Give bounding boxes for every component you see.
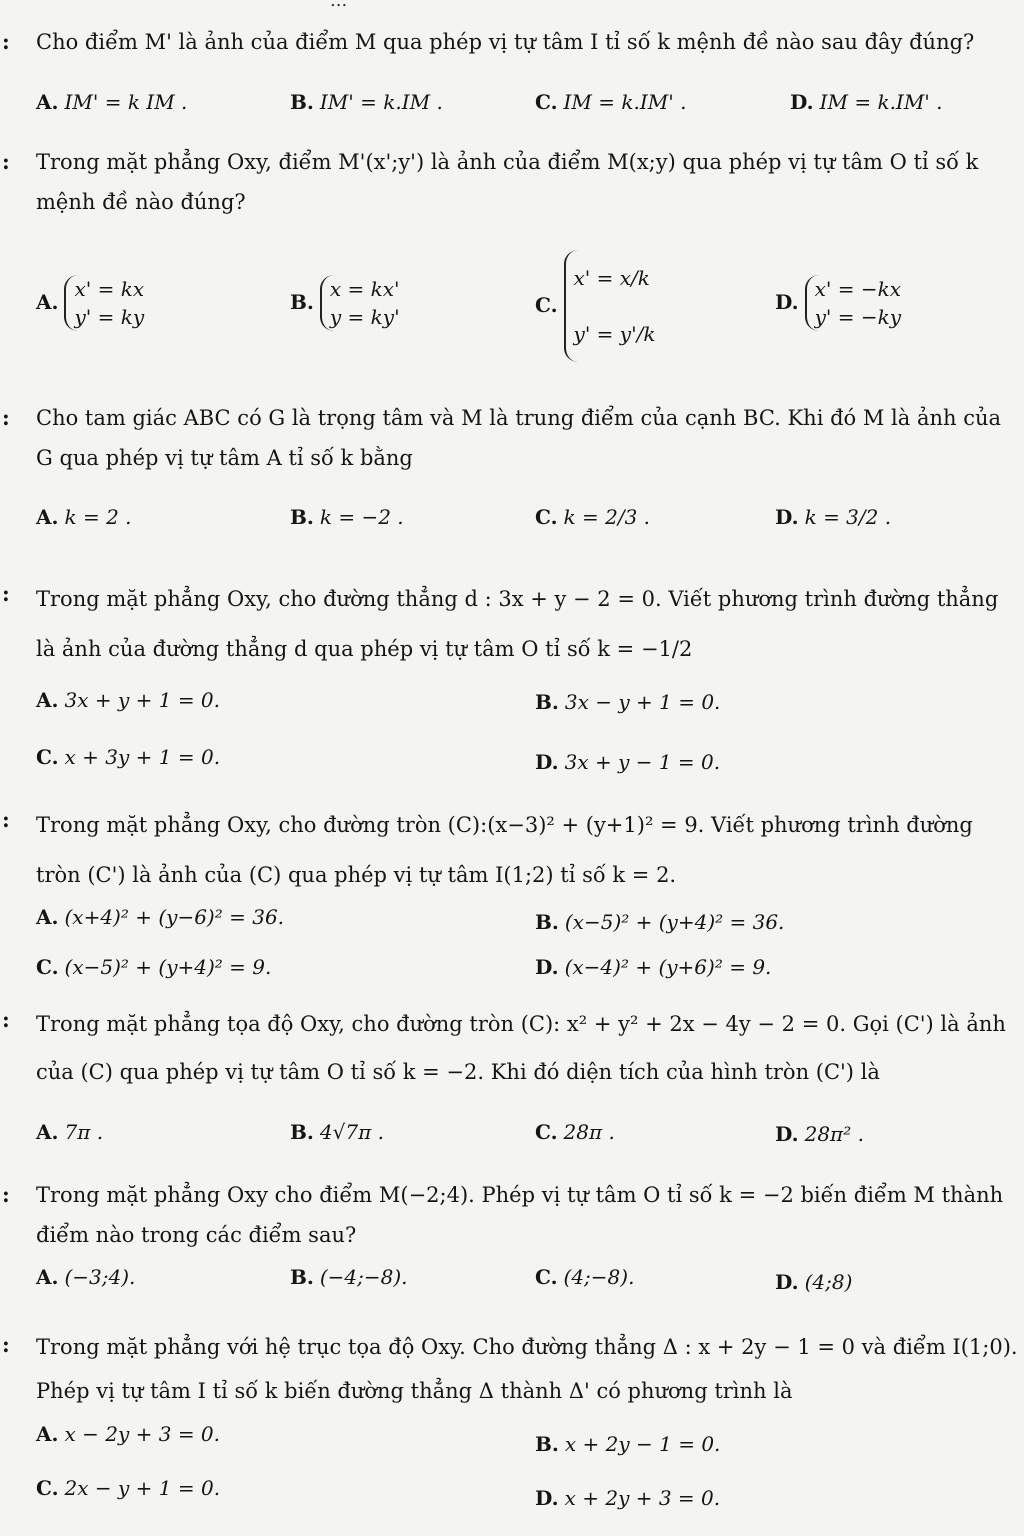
option-d[interactable] <box>535 955 771 979</box>
option-a[interactable] <box>36 505 132 529</box>
option-value: (−4;−8). <box>319 1265 408 1289</box>
option-b[interactable] <box>535 690 720 714</box>
option-value: 2x − y + 1 = 0. <box>64 1476 221 1500</box>
question-marker: : <box>2 1332 10 1357</box>
cropped-header-text <box>330 0 650 8</box>
equation-system <box>320 275 400 331</box>
option-c[interactable] <box>36 1476 220 1500</box>
option-value: 3x + y + 1 = 0. <box>64 688 221 712</box>
equation-line: y' = ky <box>74 305 145 329</box>
option-d[interactable] <box>775 1270 852 1294</box>
option-label: D. <box>775 289 799 314</box>
equation-line: x' = x/k <box>573 266 650 290</box>
option-value: x + 2y + 3 = 0. <box>564 1486 721 1510</box>
option-c[interactable] <box>535 1265 634 1289</box>
option-label: D. <box>535 1486 559 1510</box>
option-c[interactable] <box>535 250 655 362</box>
option-label: D. <box>535 750 559 774</box>
equation-system <box>564 250 656 362</box>
option-value: 28π² . <box>804 1122 864 1146</box>
option-label: C. <box>535 1120 558 1144</box>
option-label: C. <box>36 1476 59 1500</box>
option-a[interactable] <box>36 275 144 331</box>
equation-line: x' = −kx <box>814 277 901 301</box>
option-label: D. <box>790 90 814 114</box>
option-d[interactable] <box>775 505 891 529</box>
equation-line: y = ky' <box>329 305 400 329</box>
option-value: x − 2y + 3 = 0. <box>64 1422 221 1446</box>
option-value: IM = k.IM' . <box>819 90 943 114</box>
option-value: 28π . <box>563 1120 615 1144</box>
option-c[interactable] <box>36 955 271 979</box>
option-c[interactable] <box>36 745 220 769</box>
option-d[interactable] <box>535 1486 720 1510</box>
option-value: 3x + y − 1 = 0. <box>564 750 721 774</box>
option-value: k = 2 . <box>64 505 132 529</box>
equation-system <box>805 275 901 331</box>
question-marker: : <box>2 1182 10 1207</box>
question-marker: : <box>2 581 10 606</box>
option-label: A. <box>36 90 59 114</box>
option-value: x + 3y + 1 = 0. <box>64 745 221 769</box>
equation-line: x = kx' <box>329 277 400 301</box>
option-label: A. <box>36 505 59 529</box>
option-value: (x+4)² + (y−6)² = 36. <box>64 905 285 929</box>
option-b[interactable] <box>290 90 443 114</box>
option-value: 7π . <box>64 1120 104 1144</box>
question-text: Trong mặt phẳng Oxy cho điểm M(−2;4). Phép vị tự tâm O tỉ số k = −2 biến điểm M thành điểm nào trong các điểm sau? <box>36 1183 1004 1247</box>
option-a[interactable] <box>36 688 220 712</box>
option-label: C. <box>36 745 59 769</box>
question-marker: : <box>2 29 10 54</box>
option-c[interactable] <box>535 90 686 114</box>
option-label: B. <box>535 690 559 714</box>
question-marker: : <box>2 1007 10 1032</box>
question-marker: : <box>2 807 10 832</box>
option-label: D. <box>775 505 799 529</box>
option-value: (−3;4). <box>64 1265 136 1289</box>
question-marker: : <box>2 405 10 430</box>
option-b[interactable] <box>290 1265 408 1289</box>
option-label: B. <box>290 90 314 114</box>
question-text: Cho tam giác ABC có G là trọng tâm và M là trung điểm của cạnh BC. Khi đó M là ảnh của G qua phép vị tự tâm A tỉ số k bằng <box>36 406 1002 470</box>
question-text: Trong mặt phẳng Oxy, cho đường thẳng d : 3x + y − 2 = 0. Viết phương trình đường thẳng là ảnh của đường thẳng d qua phép vị tự tâm O tỉ số k = −1/2 <box>36 587 999 661</box>
question-text: Trong mặt phẳng Oxy, điểm M'(x';y') là ảnh của điểm M(x;y) qua phép vị tự tâm O tỉ số k mệnh đề nào đúng? <box>36 150 979 214</box>
option-b[interactable] <box>290 1120 384 1144</box>
option-label: B. <box>535 1432 559 1456</box>
option-label: C. <box>535 90 558 114</box>
equation-line: y' = y'/k <box>573 322 656 346</box>
option-a[interactable] <box>36 1265 135 1289</box>
option-a[interactable] <box>36 1422 220 1446</box>
option-d[interactable] <box>790 90 943 114</box>
option-b[interactable] <box>290 275 400 331</box>
option-value: k = −2 . <box>319 505 404 529</box>
option-label: A. <box>36 688 59 712</box>
option-b[interactable] <box>290 505 404 529</box>
option-a[interactable] <box>36 905 284 929</box>
option-value: k = 3/2 . <box>804 505 892 529</box>
option-value: 4√7π . <box>319 1120 384 1144</box>
question-text: Cho điểm M' là ảnh của điểm M qua phép vị tự tâm I tỉ số k mệnh đề nào sau đây đúng? <box>36 30 975 54</box>
option-value: IM = k.IM' . <box>563 90 687 114</box>
equation-system <box>64 275 144 331</box>
option-value: IM' = k IM . <box>64 90 188 114</box>
option-value: (x−5)² + (y+4)² = 36. <box>564 910 785 934</box>
option-label: A. <box>36 1120 59 1144</box>
option-a[interactable] <box>36 90 187 114</box>
option-b[interactable] <box>535 1432 720 1456</box>
option-d[interactable] <box>535 750 720 774</box>
option-value: 3x − y + 1 = 0. <box>564 690 721 714</box>
option-value: (4;−8). <box>563 1265 635 1289</box>
option-value: IM' = k.IM . <box>319 90 443 114</box>
option-label: D. <box>775 1270 799 1294</box>
option-label: D. <box>535 955 559 979</box>
option-value: (x−4)² + (y+6)² = 9. <box>564 955 772 979</box>
option-label: B. <box>290 505 314 529</box>
option-c[interactable] <box>535 1120 615 1144</box>
option-label: D. <box>775 1122 799 1146</box>
option-value: x + 2y − 1 = 0. <box>564 1432 721 1456</box>
option-c[interactable] <box>535 505 650 529</box>
option-b[interactable] <box>535 910 784 934</box>
option-label: C. <box>535 505 558 529</box>
equation-line: x' = kx <box>74 277 145 301</box>
option-label: A. <box>36 1265 59 1289</box>
equation-line: y' = −ky <box>814 305 902 329</box>
question-text: Trong mặt phẳng với hệ trục tọa độ Oxy. Cho đường thẳng Δ : x + 2y − 1 = 0 và điểm I(1;0). Phép vị tự tâm I tỉ số k biến đường thẳng Δ thành Δ' có phương trình là <box>36 1335 1018 1403</box>
question-marker: : <box>2 149 10 174</box>
question-text: Trong mặt phẳng tọa độ Oxy, cho đường tròn (C): x² + y² + 2x − 4y − 2 = 0. Gọi (C') là ảnh của (C) qua phép vị tự tâm O tỉ số k = −2. Khi đó diện tích của hình tròn (C') là <box>36 1012 1006 1084</box>
option-d[interactable] <box>775 275 901 331</box>
option-label: C. <box>36 955 59 979</box>
question-text: Trong mặt phẳng Oxy, cho đường tròn (C):(x−3)² + (y+1)² = 9. Viết phương trình đường tròn (C') là ảnh của (C) qua phép vị tự tâm I(1;2) tỉ số k = 2. <box>36 813 973 887</box>
option-a[interactable] <box>36 1120 103 1144</box>
option-label: B. <box>535 910 559 934</box>
option-value: (x−5)² + (y+4)² = 9. <box>64 955 272 979</box>
option-label: B. <box>290 1265 314 1289</box>
option-label: B. <box>290 1120 314 1144</box>
option-label: C. <box>535 1265 558 1289</box>
option-label: A. <box>36 1422 59 1446</box>
option-label: C. <box>535 292 558 317</box>
option-label: A. <box>36 905 59 929</box>
option-label: B. <box>290 289 314 314</box>
option-value: (4;8) <box>804 1270 853 1294</box>
option-d[interactable] <box>775 1122 864 1146</box>
option-value: k = 2/3 . <box>563 505 651 529</box>
option-label: A. <box>36 289 59 314</box>
